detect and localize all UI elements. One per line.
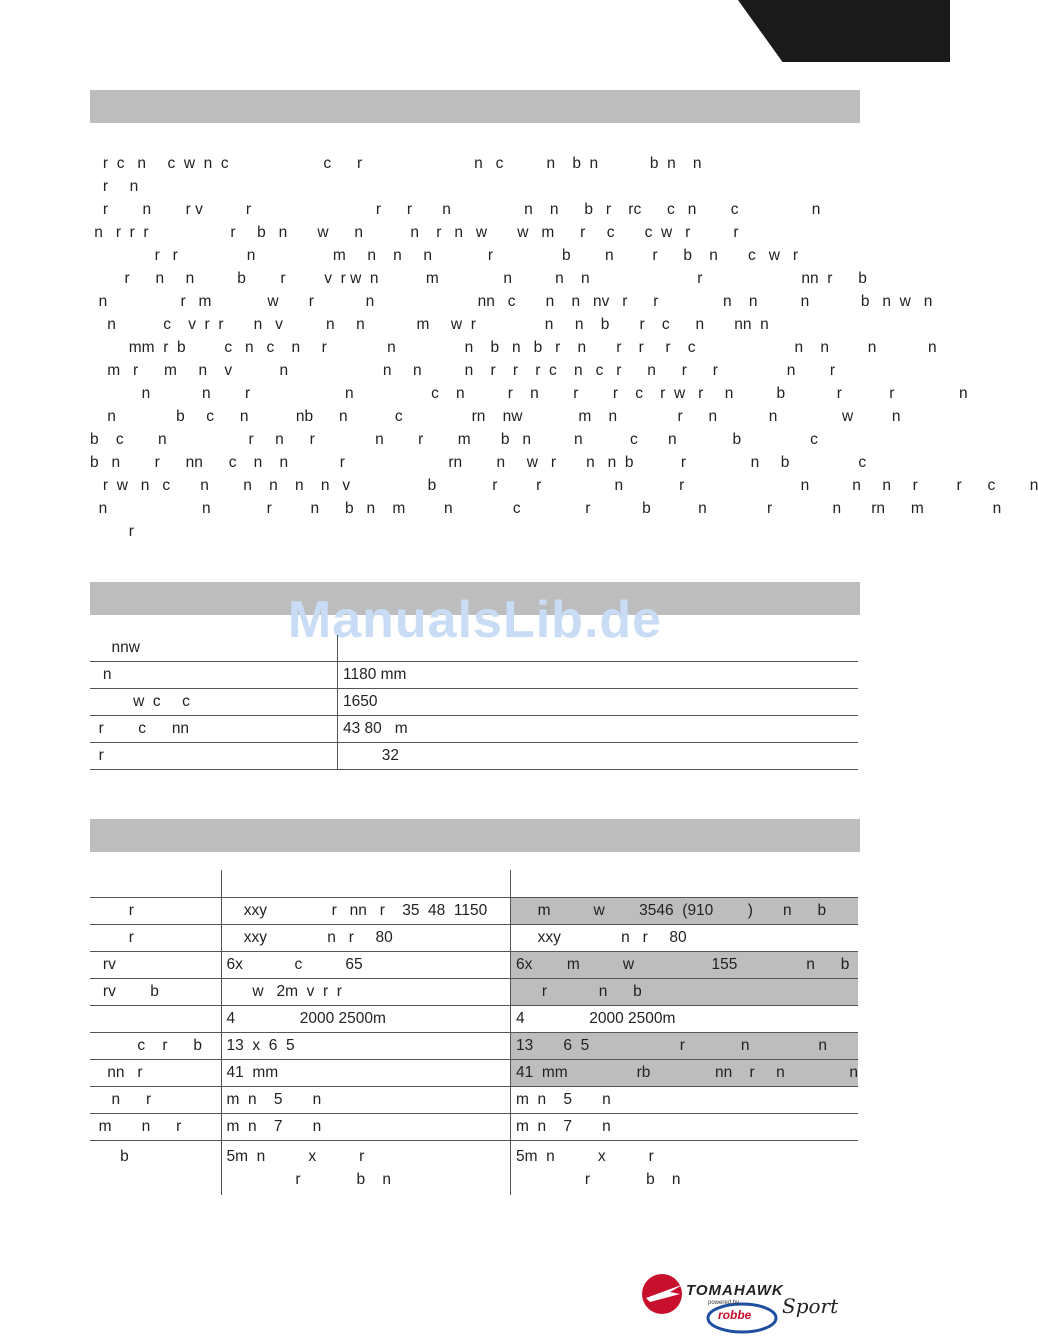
body-line: r — [90, 523, 134, 540]
component-label — [90, 1006, 221, 1033]
option-b-value: r n b — [511, 979, 858, 1006]
table-row — [90, 1033, 858, 1060]
body-line: r r n m n n n r b n r b n c w r — [90, 247, 798, 264]
spec-value — [338, 635, 859, 662]
option-b-value: xxy n r 80 — [511, 925, 858, 952]
logo-robbe-text: robbe — [718, 1308, 752, 1322]
component-label: nn r — [90, 1060, 221, 1087]
body-line: b c n r n r n r m b n n c n b c — [90, 431, 818, 448]
body-line: n r r r r b n w n n r n w w m r c c w r r — [90, 224, 739, 241]
component-label — [90, 870, 221, 898]
body-line: r n n b r v r w n m n n n r nn r b — [90, 270, 867, 287]
specs-table — [90, 635, 858, 770]
option-b-value: 13 6 5 r n n — [511, 1033, 858, 1060]
option-b-value: m n 5 n — [511, 1087, 858, 1114]
option-b-value — [511, 870, 858, 898]
component-label: c r b — [90, 1033, 221, 1060]
spec-value: 1650 — [338, 689, 859, 716]
option-a-value: 5m n x r r b n — [221, 1141, 511, 1196]
option-a-value: 41 mm — [221, 1060, 511, 1087]
component-label: b — [90, 1141, 221, 1196]
logo-sport-text: Sport — [782, 1294, 839, 1318]
section-header-bar-3 — [90, 819, 860, 852]
body-text — [90, 152, 1038, 543]
table-row — [90, 1060, 858, 1087]
table-row — [90, 1087, 858, 1114]
table-row — [90, 716, 858, 743]
option-a-value: m n 5 n — [221, 1087, 511, 1114]
table-row — [90, 743, 858, 770]
logo-powered-text: powered by — [708, 1300, 740, 1306]
table-row — [90, 898, 858, 925]
option-b-value: m w 3546 (910 ) n b — [511, 898, 858, 925]
option-b-value: 5m n x r r b n — [516, 1148, 681, 1188]
body-line: m r m n v n n n n r r r c n c r n r r n r — [90, 362, 835, 379]
table-row — [90, 1006, 858, 1033]
option-a-value — [221, 870, 511, 898]
body-line: r c n c w n c c r n c n b n b n n — [90, 155, 702, 172]
table-row — [90, 1114, 858, 1141]
spec-value: 43 80 m — [338, 716, 859, 743]
table-row — [90, 870, 858, 898]
option-b-value: m n 7 n — [511, 1114, 858, 1141]
logo-brand-text: TOMAHAWK — [686, 1282, 784, 1299]
table-row — [90, 952, 858, 979]
spec-value: 32 — [338, 743, 859, 770]
spec-label: r — [90, 743, 338, 770]
spec-label: nnw — [90, 635, 338, 662]
table-row — [90, 1141, 858, 1196]
spec-label: w c c — [90, 689, 338, 716]
body-line: mm r b c n c n r n n b n b r n r r r c n n n n — [90, 339, 937, 356]
body-line: n n r n c n r n r r c r w r n b r r n — [90, 385, 968, 402]
component-label: rv b — [90, 979, 221, 1006]
table-row — [90, 689, 858, 716]
body-line: n n r n b n m n c r b n r n rn m n — [90, 500, 1002, 517]
body-line: r n r v r r r n n n b r rc c n c n — [90, 201, 821, 218]
body-line: n r m w r n nn c n n nv r r n n n b n w n — [90, 293, 933, 310]
option-b-value: 4 2000 2500m — [511, 1006, 858, 1033]
body-line: r n — [90, 178, 139, 195]
component-label: rv — [90, 952, 221, 979]
spec-label: n — [90, 662, 338, 689]
table-row — [90, 979, 858, 1006]
watermark: ManualsLib.de — [287, 591, 663, 649]
option-a-value: w 2m v r r — [221, 979, 511, 1006]
body-line: r w n c n n n n n v b r r n r n n n r r c n — [90, 477, 1038, 494]
option-a-value: xxy r nn r 35 48 1150 — [221, 898, 511, 925]
body-line: n c v r r n v n n m w r n n b r c n nn n — [90, 316, 769, 333]
component-label: n r — [90, 1087, 221, 1114]
option-a-value: 4 2000 2500m — [221, 1006, 511, 1033]
spec-value: 1180 mm — [338, 662, 859, 689]
option-a-value: 6x c 65 — [221, 952, 511, 979]
option-b-value: 41 mm rb nn r n n — [511, 1060, 858, 1087]
option-b-value: 6x m w 155 n b — [511, 952, 858, 979]
component-label: m n r — [90, 1114, 221, 1141]
table-row — [90, 925, 858, 952]
option-a-value: 13 x 6 5 — [221, 1033, 511, 1060]
components-table — [90, 870, 858, 1195]
body-line: b n r nn c n n r rn n w r n n b r n b c — [90, 454, 867, 471]
spec-label: r c nn — [90, 716, 338, 743]
component-label: r — [90, 925, 221, 952]
component-label: r — [90, 898, 221, 925]
table-row — [90, 635, 858, 662]
option-a-value: m n 7 n — [221, 1114, 511, 1141]
body-line: n b c n nb n c rn nw m n r n n w n — [90, 408, 901, 425]
section-header-bar-1 — [90, 90, 860, 123]
table-row — [90, 662, 858, 689]
corner-decoration — [738, 0, 950, 62]
option-a-value: xxy n r 80 — [221, 925, 511, 952]
